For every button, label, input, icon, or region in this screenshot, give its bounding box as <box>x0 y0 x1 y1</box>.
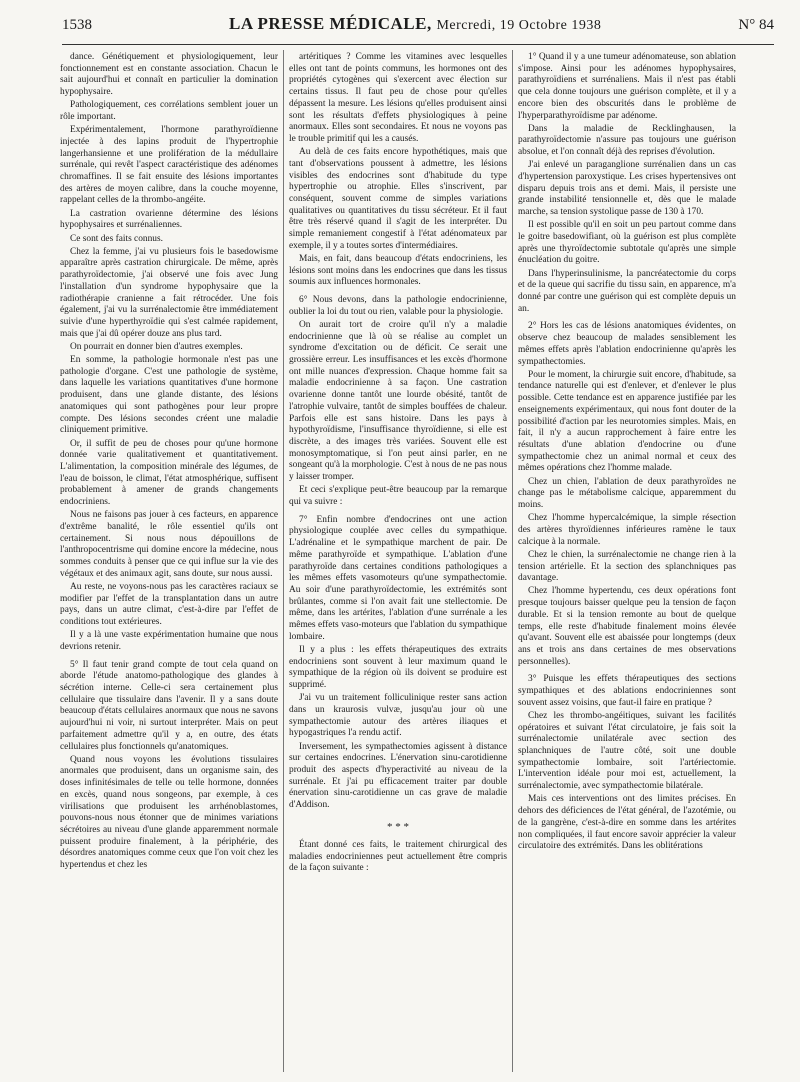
paragraph: En somme, la pathologie hormonale n'est pas une pathologie d'organe. C'est une pathologie de système, dans laquelle les variations quantitatives d'une hormone produisent, dans une glande distante, des lésions anatomiques qui sont pathogènes pour leur propre compte. Des lésions secondes créent une maladie cliniquement primitive. <box>60 355 278 436</box>
paragraph: Il y a plus : les effets thérapeutiques des extraits endocriniens sont souvent à leur maximum quand le sympathique de la région où ils doivent se produire est supprimé. <box>289 644 507 691</box>
text-column-1 <box>60 52 278 1072</box>
paragraph: Il y a là une vaste expérimentation humaine que nous devrions retenir. <box>60 630 278 652</box>
paragraph: J'ai vu un traitement folliculinique rester sans action dans un kraurosis vulvæ, jusqu'au jour où une sympathectomie autour des artères iliaques et hypogastriques l'a rendu actif. <box>289 693 507 739</box>
paragraph: Nous ne faisons pas jouer à ces facteurs, en apparence d'extrême banalité, le rôle essentiel qu'ils ont certainement. Si nous nous dépouillons de l'anthropocentrisme qui domine encore la médecine, nous sommes conduits à penser que ce qui influe sur la vie des végétaux et des animaux agit, sans doute, sur nous aussi. <box>60 510 278 579</box>
paragraph: On aurait tort de croire qu'il n'y a maladie endocrinienne que là où se réalise au complet un syndrome d'excitation ou de déficit. Ce serait une grossière erreur. Les insuffisances et les excès d'hormone ont mille nuances d'expression. Chaque homme fait sa maladie endocrinienne à sa façon. Une castration ovarienne donne tantôt une lourde obésité, tantôt de l'atrophie vulvaire, tantôt de simples bouffées de chaleur. Parfois elle est sans histoire. Dans les pays à hypothyroïdisme, l'insuffisance thyroïdienne, si elle est discrète, a des images très variées. Souvent elle est monosymptomatique, si l'on peut ainsi parler, en ne songeant qu'à la morphologie. C'est à nous de ne pas nous y laisser tromper. <box>289 319 507 483</box>
paragraph: 6° Nous devons, dans la pathologie endocrinienne, oublier la loi du tout ou rien, valable pour la physiologie. <box>289 295 507 317</box>
paragraph: J'ai enlevé un paraganglione surrénalien dans un cas d'hypertension paroxystique. Les crises hypertensives ont disparu depuis trois ans et demi. Mais, il persiste une grande instabilité tensionnelle et, dès que le malade marche, sa tension systolique passe de 130 à 170. <box>518 160 736 218</box>
paragraph: Chez le chien, la surrénalectomie ne change rien à la tension artérielle. Et la section des splanchniques pas davantage. <box>518 549 736 584</box>
paragraph: Dans la maladie de Recklinghausen, la parathyroïdectomie n'assure pas toujours une guérison absolue, et l'on connaît déjà des reprises d'évolution. <box>518 123 736 158</box>
paragraph: artéritiques ? Comme les vitamines avec lesquelles elles ont tant de points communs, les hormones ont des propriétés cytogènes qui s'exercent avec élection sur certains tissus. Il faut peu de chose pour qu'elles dépassent la mesure. Les lésions qu'elles produisent ainsi sont les résultats d'effets physiologiques à peine anormaux. Elles sont secondaires. Et nous ne voyons pas le trouble primitif qui les a causés. <box>289 52 507 144</box>
paragraph: 2° Hors les cas de lésions anatomiques évidentes, on observe chez beaucoup de malades sensiblement les mêmes effets après l'ablation endocrinienne qu'après les sympathectomies. <box>518 321 736 367</box>
journal-title: LA PRESSE MÉDICALE, <box>229 14 432 33</box>
paragraph: 5° Il faut tenir grand compte de tout cela quand on aborde l'étude anatomo-pathologique des glandes à sécrétion interne. Celle-ci sera certainement plus cellulaire que tissulaire dans l'avenir. Il y a sans doute beaucoup d'états cellulaires anormaux que nous ne savons aujourd'hui ni voir, ni surtout interpréter. Mais on peut parfaitement admettre qu'il y a, en outre, des états cellulaires plus fonctionnels qu'anatomiques. <box>60 659 278 752</box>
issue-number: N° 84 <box>738 17 774 33</box>
page-header <box>62 14 774 45</box>
paragraph: Et ceci s'explique peut-être beaucoup par la remarque qui va suivre : <box>289 485 507 508</box>
paragraph: Ce sont des faits connus. <box>70 233 163 244</box>
column-divider <box>283 50 284 1072</box>
paragraph: Chez les thrombo-angéitiques, suivant les facilités opératoires et suivant l'état circulatoire, je fais soit la surrénalectomie unilatérale avec section des splanchniques de l'autre côté, soit une double sympathectomie lombaire, soit l'artériectomie. L'intervention idéale pour moi est, actuellement, la surrénalectomie, avec sympathectomie bilatérale. <box>518 710 736 792</box>
paragraph: Chez un chien, l'ablation de deux parathyroïdes ne change pas le métabolisme calcique, apparemment du moins. <box>518 476 736 511</box>
paragraph: Chez la femme, j'ai vu plusieurs fois le basedowisme apparaître après castration chirurgicale. De même, après parathyroïdectomie, j'ai observé une fois avec Jung l'installation d'un syndrome hypophysaire que la radiothérapie cranienne a fait rétrocéder. Une fois également, j'ai vu la surrénalectomie être immédiatement suivie d'une hyperthyroïdie qui s'est calmée rapidement, mais que j'ai dû opérer douze ans plus tard. <box>60 246 278 339</box>
issue-date: Mercredi, 19 Octobre 1938 <box>436 18 602 33</box>
paragraph: Or, il suffit de peu de choses pour qu'une hormone donnée varie qualitativement et quantitativement. L'alimentation, la composition minérale des légumes, de l'eau de boisson, le climat, l'état atmosphérique, suffisent probablement à amener de grands changements endocriniens. <box>60 438 278 508</box>
paragraph: Au delà de ces faits encore hypothétiques, mais que tant d'observations poussent à admettre, les lésions visibles des endocrines sont d'habitude du type hypertrophie ou atrophie. Elles s'inscrivent, par conséquent, souvent comme de simples variations qualitatives ou quantitatives du tissu sécréteur. Et il faut être très réservé quand il s'agit de les interpréter. Du simple remaniement congestif à l'état adénomateux par exemple, il y a toutes sortes d'intermédiaires. <box>289 147 507 251</box>
paragraph: Mais, en fait, dans beaucoup d'états endocriniens, les lésions sont moins dans les endocrines que dans les tissus soumis aux influences hormonales. <box>289 253 507 288</box>
column-divider <box>512 50 513 1072</box>
paragraph: Il est possible qu'il en soit un peu partout comme dans le goitre basedowifiant, où la guérison est plus complète après une thyroïdectomie subtotale qu'après une simple énucléation du goitre. <box>518 220 736 266</box>
section-separator: * * * <box>387 820 409 833</box>
paragraph: Étant donné ces faits, le traitement chirurgical des maladies endocriniennes peut actuellement être compris de la façon suivante : <box>289 839 507 874</box>
paragraph: Quand nous voyons les évolutions tissulaires anormales que produisent, dans un organisme sain, des doses infinitésimales de telle ou telle hormone, données en excès, quand nous songeons, par exemple, à ces virilisations que produisent les arrhénoblastomes, pouvons-nous nous étonner que de minimes variations sécrétoires au niveau d'une glande apparemment normale puissent produire finalement, à la périphérie, des désordres anatomiques comme ceux que l'on voit chez les hypertendus et chez les <box>60 754 278 871</box>
paragraph: Dans l'hyperinsulinisme, la pancréatectomie du corps et de la queue qui sacrifie du tissu sain, en apparence, m'a donné par contre une guérison qui est complète depuis un an. <box>518 268 736 314</box>
paragraph: Expérimentalement, l'hormone parathyroïdienne injectée à des lapins produit de l'hypertrophie langerhansienne et une prolifération de la médullaire surrénale, qui revêt l'aspect caractéristique des adénomes chromaffines. Il se fait ensuite des lésions importantes des artères de moyen calibre, dans la couche moyenne, rappelant celles de la thrombo-angéite. <box>60 125 278 206</box>
paragraph: La castration ovarienne détermine des lésions hypophysaires et surrénaliennes. <box>60 208 278 231</box>
masthead <box>229 14 601 34</box>
text-column-3 <box>518 52 736 1072</box>
text-column-2 <box>289 52 507 1072</box>
paragraph: 3° Puisque les effets thérapeutiques des sections sympathiques et des ablations endocriniennes sont souvent assez voisins, que faut-il faire en pratique ? <box>518 674 736 708</box>
paragraph: Chez l'homme hypertendu, ces deux opérations font presque toujours baisser quelque peu la tension de façon durable. Et si la tension remonte au bout de quelque temps, elle reste d'habitude finalement moins élevée qu'avant. Souvent elle est abaissée pour longtemps (deux ans et trois ans dans certaines de mes observations personnelles). <box>518 586 736 667</box>
paragraph: 7° Enfin nombre d'endocrines ont une action physiologique couplée avec celles du sympathique. L'adrénaline et le sympathique marchent de pair. De même parathyroïde et sympathique. L'ablation d'une parathyroïde dans certaines conditions pathologiques a les mêmes effets vasomoteurs qu'une sympathectomie. Au soir d'une parathyroïdectomie, les extrémités sont brûlantes, comme si l'on avait fait une stellectomie. De même, dans les artérites, l'ablation d'une surrénale a les mêmes effets vaso-moteurs que l'ablation du sympathique lombaire. <box>289 514 507 642</box>
paragraph: Pour le moment, la chirurgie suit encore, d'habitude, sa tendance naturelle qui est d'enlever, et d'enlever le plus possible. Cette tendance est en apparence justifiée par les enseignements expérimentaux, qui nous font douter de la possibilité d'action par les neurotomies simples. Mais, en fait, il n'y a aucun rapprochement à faire entre les résultats d'une ablation d'endocrine ou d'une sympathectomie chez un animal normal et ceux des mêmes opérations chez l'homme malade. <box>518 369 736 474</box>
paragraph: Mais ces interventions ont des limites précises. En dehors des déficiences de l'état général, de l'azotémie, ou de la gangrène, c'est-à-dire en somme dans les artérites non compliquées, il faut encore savoir apprécier la valeur circulatoire des extrémités. Dans les oblitérations <box>518 794 736 852</box>
paragraph: 1° Quand il y a une tumeur adénomateuse, son ablation s'impose. Ainsi pour les adénomes hypophysaires, parathyroïdiens et surrénaliens. Mais il n'est pas établi que cela donne toujours une guérison complète, et il y a encore bien des obscurités dans le problème de l'hyperparathyroïdisme par adénome. <box>518 52 736 121</box>
paragraph: On pourrait en donner bien d'autres exemples. <box>70 341 243 352</box>
paragraph: Au reste, ne voyons-nous pas les caractères raciaux se modifier par l'effet de la transplantation dans un autre pays, dans un autre climat, c'est-à-dire par l'effet de conditions tout extérieures. <box>60 581 278 628</box>
paragraph: Chez l'homme hypercalcémique, la simple résection des artères thyroïdiennes inférieures ramène le taux calcique à la normale. <box>518 513 736 547</box>
paragraph: dance. Génétiquement et physiologiquement, leur fonctionnement est en constante association. Chacun le sait aujourd'hui et connaît en particulier la domination hypophysaire. <box>60 52 278 98</box>
paragraph: Inversement, les sympathectomies agissent à distance sur certaines endocrines. L'énervation sinu-carotidienne produit des aspects d'hyperactivité au niveau de la surrénale. Et j'ai pu efficacement traiter par double énervation sinu-carotidienne un cas grave de maladie d'Addison. <box>289 741 507 811</box>
page-number: 1538 <box>62 17 92 33</box>
paragraph: Pathologiquement, ces corrélations semblent jouer un rôle important. <box>60 100 278 123</box>
